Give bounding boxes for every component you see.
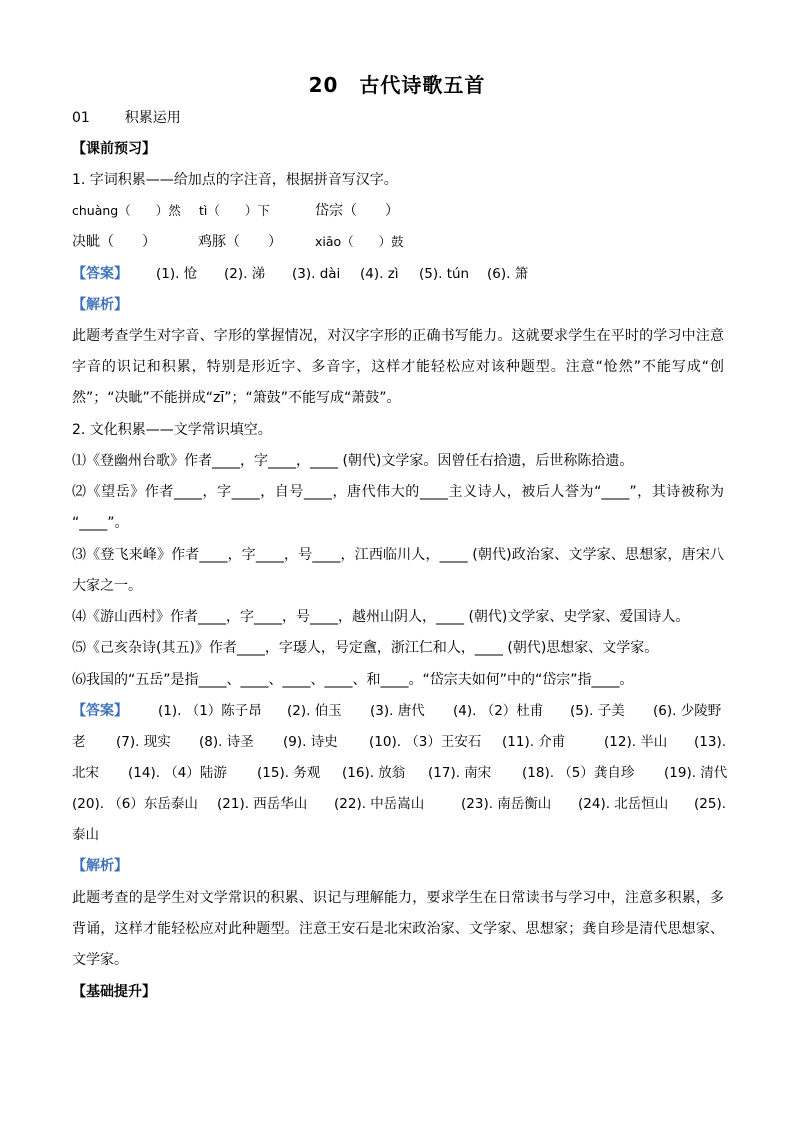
q2-answer: (6). 少陵野 — [653, 703, 722, 719]
q1-item-5: 鸡豚（ ） — [198, 234, 282, 250]
q1-item-2: tì（ ）下 — [199, 203, 270, 218]
q1-answer-3: (3). dài — [292, 266, 341, 282]
page-title: 20 古代诗歌五首 — [308, 73, 486, 97]
q2-answer: (12). 半山 — [604, 734, 668, 750]
q2-answer: (8). 诗圣 — [199, 734, 254, 750]
q1-analysis-line: 字音的识记和积累，特别是形近字、多音字，这样才能轻松应对该种题型。注意“怆然”不能写成“创 — [72, 359, 724, 375]
q2-answer: (21). 西岳华山 — [217, 796, 308, 812]
q2-line: ⑸《己亥杂诗(其五)》作者____，字璱人，号定盦，浙江仁和人，____ (朝代)思想家、文学家。 — [72, 640, 659, 656]
q2-answer: (15). 务观 — [257, 765, 321, 781]
q1-prompt: 1. 字词积累——给加点的字注音，根据拼音写汉字。 — [72, 172, 398, 188]
q2-line: “____”。 — [72, 515, 129, 531]
q1-analysis-line: 然”；“决眦”不能拼成“zī”；“箫鼓”不能写成“萧鼓”。 — [72, 390, 401, 406]
q2-answer: (4). （2）杜甫 — [453, 703, 544, 719]
q2-answer: (18). （5）龚自珍 — [522, 765, 635, 781]
q2-answer: (11). 介甫 — [502, 734, 566, 750]
q2-answer: (7). 现实 — [116, 734, 171, 750]
q2-answer: (5). 子美 — [570, 703, 625, 719]
q1-answer-6: (6). 箫 — [487, 266, 529, 282]
q2-answer: (13). — [694, 734, 727, 750]
q2-answer: 北宋 — [72, 765, 99, 781]
q2-answer: (16). 放翁 — [342, 765, 406, 781]
q1-answer-5: (5). tún — [419, 266, 470, 282]
q1-answer-2: (2). 涕 — [224, 266, 266, 282]
q1-item-1: chuàng（ ）然 — [72, 203, 181, 218]
analysis-tag: 【解析】 — [72, 297, 128, 313]
q2-answer: (9). 诗史 — [283, 734, 338, 750]
q2-answer: (23). 南岳衡山 — [461, 796, 552, 812]
q2-line: ⑵《望岳》作者____，字____，自号____，唐代伟大的____主义诗人，被后人誉为“____”，其诗被称为 — [72, 484, 724, 500]
q2-answer: (19). 清代 — [664, 765, 728, 781]
q2-answer: (1). （1）陈子昂 — [158, 703, 262, 719]
q2-line: ⑷《游山西村》作者____，字____，号____，越州山阴人，____ (朝代)文学家、史学家、爱国诗人。 — [72, 609, 690, 625]
q2-line: 大家之一。 — [72, 578, 142, 594]
q1-answer-4: (4). zì — [360, 266, 399, 282]
improve-heading: 【基础提升】 — [72, 984, 156, 1000]
q2-answer: (3). 唐代 — [370, 703, 425, 719]
q2-analysis-line: 背诵，这样才能轻松应对此种题型。注意王安石是北宋政治家、文学家、思想家；龚自珍是清代思想家、 — [72, 921, 724, 937]
q2-answer: (14). （4）陆游 — [128, 765, 227, 781]
q2-analysis-line: 文学家。 — [72, 952, 128, 968]
q2-answer: (25). — [694, 796, 727, 812]
preview-heading: 【课前预习】 — [72, 141, 156, 157]
q2-answer: (17). 南宋 — [428, 765, 492, 781]
q1-item-6: xiāo（ ）鼓 — [315, 234, 404, 249]
section-name: 积累运用 — [124, 110, 181, 126]
q2-answer: (24). 北岳恒山 — [578, 796, 669, 812]
q2-answer: (10). （3）王安石 — [369, 734, 482, 750]
q2-answer: 泰山 — [72, 827, 99, 843]
q2-line: ⑴《登幽州台歌》作者____，字____，____ (朝代)文学家。因曾任右拾遗，后世称陈拾遗。 — [72, 453, 634, 469]
q2-prompt: 2. 文化积累——文学常识填空。 — [72, 422, 272, 438]
q2-line: ⑹我国的“五岳”是指____、____、____、____、和____。“岱宗夫如何”中的“岱宗”指____。 — [72, 672, 634, 688]
section-heading — [72, 108, 724, 128]
q1-answer-1: (1). 怆 — [156, 266, 198, 282]
answer-tag: 【答案】 — [72, 266, 128, 282]
q2-analysis-line: 此题考查的是学生对文学常识的积累、识记与理解能力，要求学生在日常读书与学习中，注意多积累，多 — [72, 890, 724, 906]
q2-answer: 老 — [72, 734, 86, 750]
answer-tag: 【答案】 — [72, 703, 128, 719]
q2-answer: (2). 伯玉 — [287, 703, 342, 719]
q1-item-4: 决眦（ ） — [72, 234, 156, 250]
q1-analysis-line: 此题考查学生对字音、字形的掌握情况，对汉字字形的正确书写能力。这就要求学生在平时的学习中注意 — [72, 328, 724, 344]
q2-answer: (22). 中岳嵩山 — [334, 796, 425, 812]
q2-line: ⑶《登飞来峰》作者____，字____，号____，江西临川人，____ (朝代)政治家、文学家、思想家，唐宋八 — [72, 547, 724, 563]
analysis-tag: 【解析】 — [72, 858, 128, 874]
q1-item-3: 岱宗（ ） — [315, 203, 399, 219]
q2-answer: (20). （6）东岳泰山 — [72, 796, 198, 812]
section-number: 01 — [72, 110, 90, 126]
